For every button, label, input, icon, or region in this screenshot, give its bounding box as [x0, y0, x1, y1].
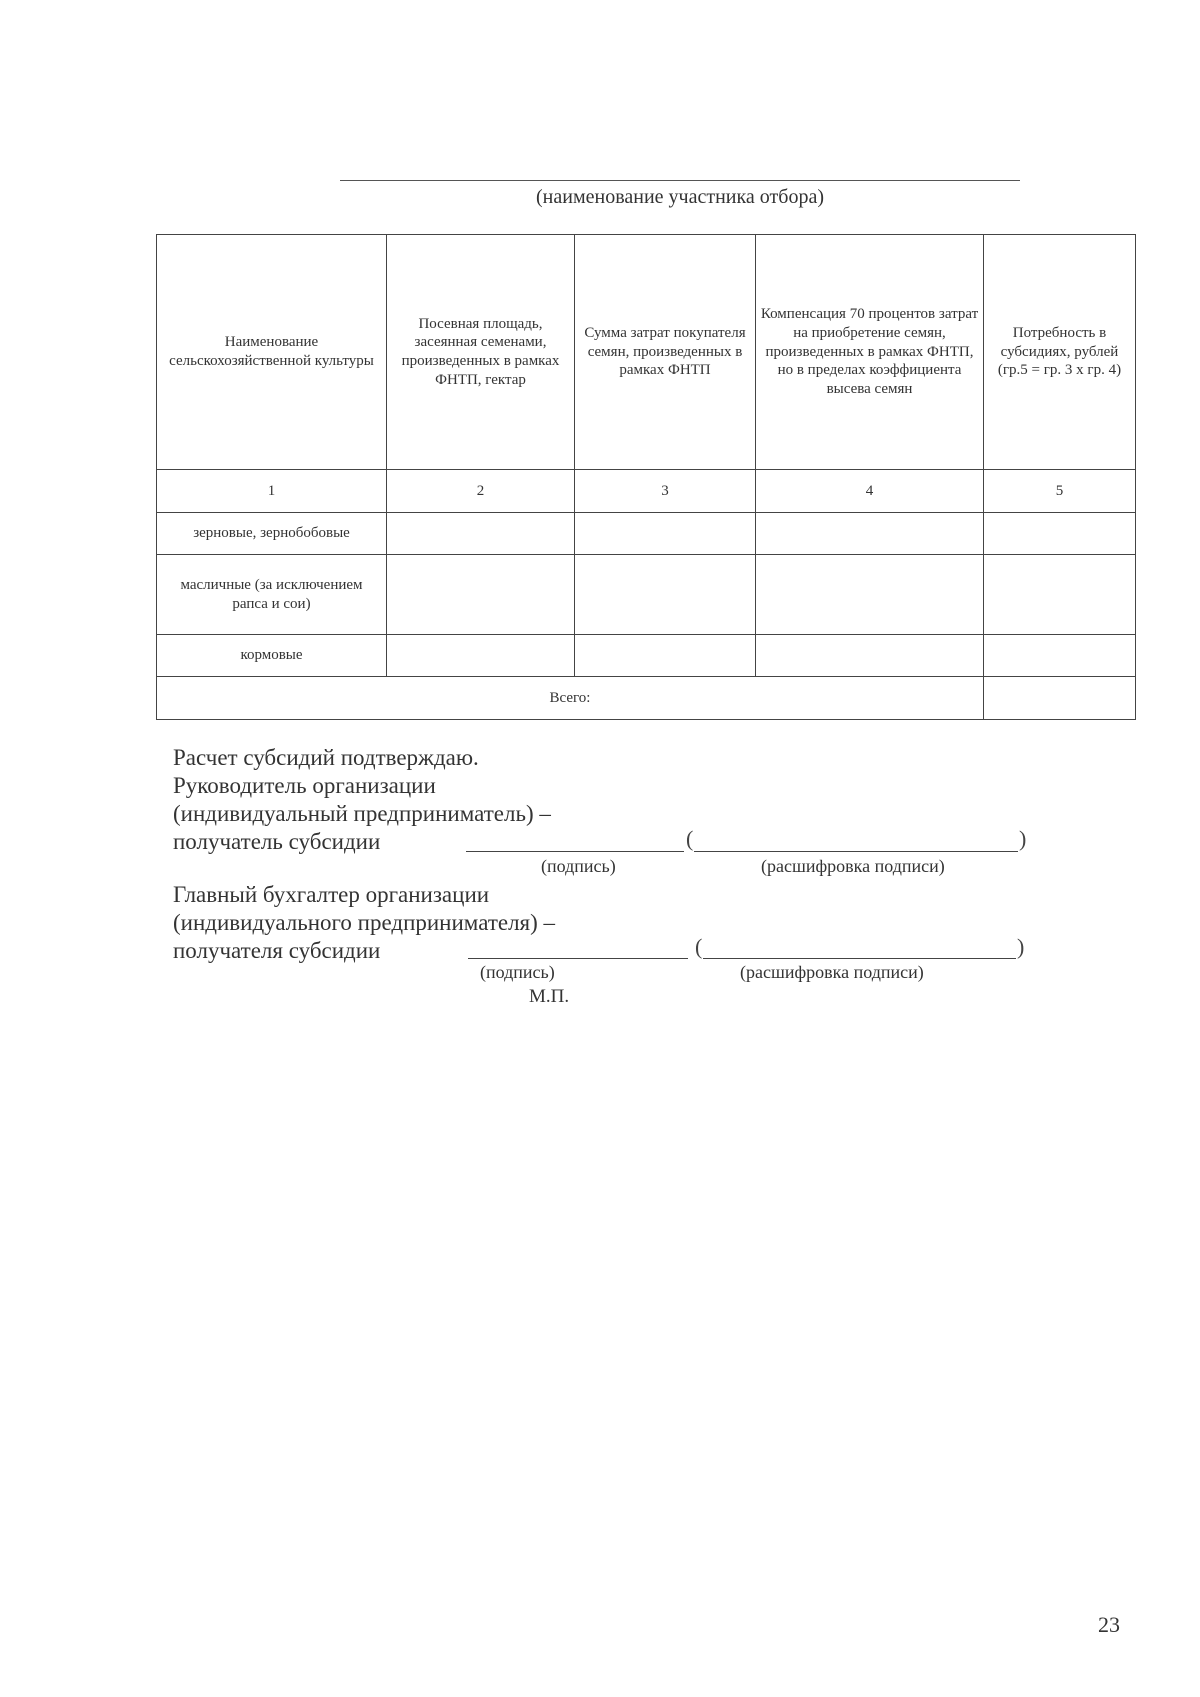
subsidy-table: [156, 234, 1136, 720]
empty-cell: [756, 513, 984, 555]
header-compensation: Компенсация 70 процентов затрат на приобретение семян, произведенных в рамках ФНТП, но в пределах коэффициента высева семян: [756, 235, 984, 470]
head-title-line1: Руководитель организации: [173, 773, 436, 798]
column-number: 3: [575, 470, 756, 513]
row-label: зерновые, зернобобовые: [157, 513, 387, 555]
accountant-signature-line: [468, 958, 688, 959]
empty-cell: [387, 555, 575, 635]
accountant-decoding-caption: (расшифровка подписи): [740, 962, 924, 982]
table-row: [157, 635, 1136, 677]
empty-cell: [756, 635, 984, 677]
empty-cell: [575, 555, 756, 635]
column-number: 4: [756, 470, 984, 513]
accountant-decoding-paren-close: ): [1017, 934, 1025, 959]
column-number: 5: [984, 470, 1136, 513]
table-header-row: [157, 235, 1136, 470]
accountant-title-line1: Главный бухгалтер организации: [173, 882, 490, 907]
empty-cell: [984, 635, 1136, 677]
header-sown-area: Посевная площадь, засеянная семенами, произведенных в рамках ФНТП, гектар: [387, 235, 575, 470]
confirm-text: Расчет субсидий подтверждаю.: [173, 745, 479, 770]
accountant-title-line2: (индивидуального предпринимателя) –: [173, 910, 556, 935]
empty-cell: [575, 513, 756, 555]
accountant-decoding-line: [703, 958, 1016, 959]
row-label: кормовые: [157, 635, 387, 677]
head-decoding-line: [694, 851, 1018, 852]
empty-cell: [984, 677, 1136, 720]
column-number-row: [157, 470, 1136, 513]
head-title-line2: (индивидуальный предприниматель) –: [173, 801, 551, 826]
table-row: [157, 555, 1136, 635]
participant-name-line: [340, 180, 1020, 181]
empty-cell: [756, 555, 984, 635]
participant-name-caption: (наименование участника отбора): [536, 186, 824, 208]
empty-cell: [387, 513, 575, 555]
head-signature-caption: (подпись): [541, 856, 616, 876]
empty-cell: [984, 513, 1136, 555]
stamp-place: М.П.: [529, 986, 570, 1007]
accountant-title-line3: получателя субсидии: [173, 938, 381, 963]
head-decoding-paren-close: ): [1019, 826, 1027, 851]
head-decoding-paren-open: (: [686, 826, 694, 851]
row-label: масличные (за исключением рапса и сои): [157, 555, 387, 635]
header-crop-name: Наименование сельскохозяйственной культуры: [157, 235, 387, 470]
head-decoding-caption: (расшифровка подписи): [761, 856, 945, 876]
accountant-signature-caption: (подпись): [480, 962, 555, 982]
column-number: 1: [157, 470, 387, 513]
table-row: [157, 513, 1136, 555]
column-number: 2: [387, 470, 575, 513]
empty-cell: [984, 555, 1136, 635]
empty-cell: [387, 635, 575, 677]
total-label: Всего:: [157, 677, 984, 720]
head-title-line3: получатель субсидии: [173, 829, 381, 854]
page-number: 23: [1098, 1612, 1120, 1637]
head-signature-line: [466, 851, 684, 852]
header-buyer-costs: Сумма затрат покупателя семян, произведенных в рамках ФНТП: [575, 235, 756, 470]
accountant-decoding-paren-open: (: [695, 934, 703, 959]
total-row: [157, 677, 1136, 720]
empty-cell: [575, 635, 756, 677]
header-subsidy-need: Потребность в субсидиях, рублей (гр.5 = гр. 3 х гр. 4): [984, 235, 1136, 470]
